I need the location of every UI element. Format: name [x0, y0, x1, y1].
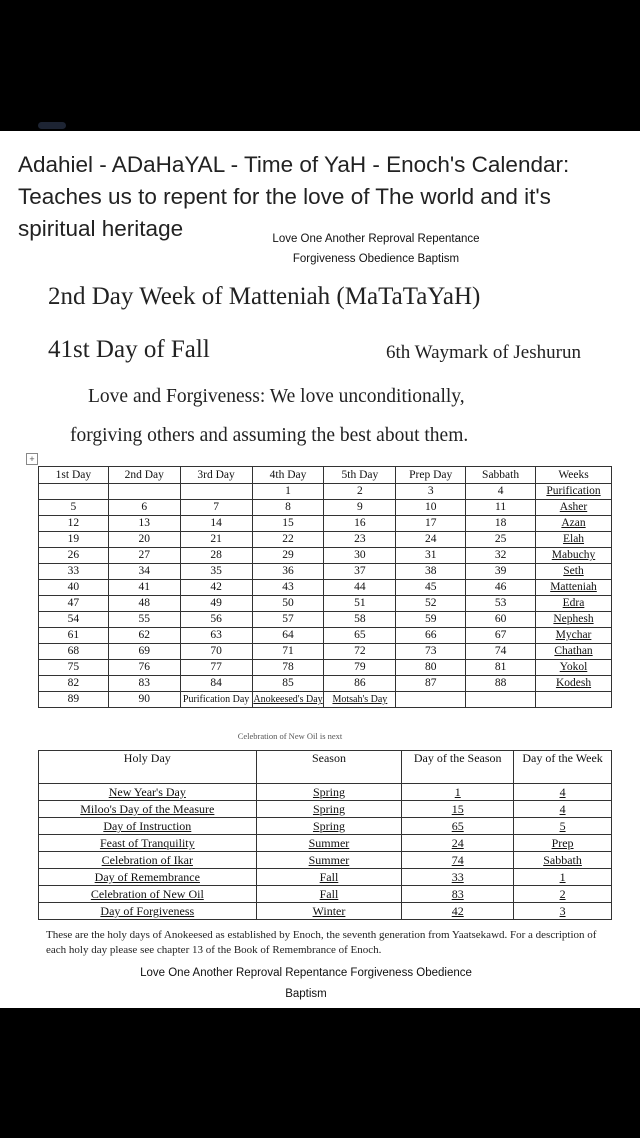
holy-day-row: [39, 801, 612, 818]
day-number-cell: 55: [108, 612, 180, 628]
day-number-cell: 62: [108, 628, 180, 644]
day-number-cell: 59: [396, 612, 466, 628]
day-number-cell: 63: [180, 628, 252, 644]
day-number-cell: 67: [466, 628, 536, 644]
day-number-cell: 51: [324, 596, 396, 612]
love-line-1: Love and Forgiveness: We love unconditionally,: [88, 386, 465, 407]
day-number-cell: 12: [39, 516, 109, 532]
holy-days-header-row: [39, 751, 612, 784]
day-number-cell: 73: [396, 644, 466, 660]
day-number-cell: 8: [252, 500, 324, 516]
holy-day-name: Miloo's Day of the Measure: [39, 801, 257, 818]
calendar-header-cell: 5th Day: [324, 467, 396, 484]
day-number-cell: [108, 484, 180, 500]
calendar-header-cell: Sabbath: [466, 467, 536, 484]
holy-day-row: [39, 818, 612, 835]
calendar-header-cell: 2nd Day: [108, 467, 180, 484]
day-number-cell: [396, 692, 466, 708]
week-name-cell: Seth: [536, 564, 612, 580]
motto-bottom-line1: Love One Another Reproval Repentance Forgiveness Obedience: [140, 967, 472, 979]
holy-day-row: [39, 869, 612, 886]
holy-day-name: New Year's Day: [39, 784, 257, 801]
holy-day-season-day: 65: [402, 818, 514, 835]
motto-top: [246, 229, 506, 269]
day-number-cell: 46: [466, 580, 536, 596]
holy-days-header-cell: Day of the Season: [402, 751, 514, 784]
day-number-cell: 84: [180, 676, 252, 692]
day-number-cell: 56: [180, 612, 252, 628]
day-number-cell: 58: [324, 612, 396, 628]
holy-day-name: Feast of Tranquility: [39, 835, 257, 852]
day-number-cell: 22: [252, 532, 324, 548]
motto-top-line1: Love One Another Reproval Repentance: [272, 233, 480, 245]
calendar-row: [39, 484, 612, 500]
day-number-cell: 76: [108, 660, 180, 676]
day-number-cell: 71: [252, 644, 324, 660]
calendar-row: [39, 580, 612, 596]
day-number-cell: 28: [180, 548, 252, 564]
day-number-cell: 88: [466, 676, 536, 692]
week-name-cell: Elah: [536, 532, 612, 548]
day-number-cell: 60: [466, 612, 536, 628]
day-number-cell: 85: [252, 676, 324, 692]
day-number-cell: 16: [324, 516, 396, 532]
holy-day-name: Celebration of New Oil: [39, 886, 257, 903]
day-number-cell: 43: [252, 580, 324, 596]
holy-day-season-day: 74: [402, 852, 514, 869]
day-number-cell: 37: [324, 564, 396, 580]
day-number-cell: 78: [252, 660, 324, 676]
top-black-bar: [0, 0, 640, 131]
day-number-cell: 14: [180, 516, 252, 532]
calendar-row: [39, 516, 612, 532]
document-page: [0, 131, 640, 1008]
day-number-cell: 21: [180, 532, 252, 548]
day-number-cell: 61: [39, 628, 109, 644]
day-number-cell: 36: [252, 564, 324, 580]
day-number-cell: 53: [466, 596, 536, 612]
day-number-cell: 48: [108, 596, 180, 612]
day-number-cell: 31: [396, 548, 466, 564]
day-number-cell: 49: [180, 596, 252, 612]
holy-day-week-day: 4: [514, 801, 612, 818]
calendar-row: [39, 564, 612, 580]
holy-day-season: Spring: [256, 818, 402, 835]
holy-day-season: Fall: [256, 869, 402, 886]
holy-day-row: [39, 903, 612, 920]
holy-day-week-day: 4: [514, 784, 612, 801]
week-name-cell: Mychar: [536, 628, 612, 644]
holy-day-name: Day of Forgiveness: [39, 903, 257, 920]
holy-day-week-day: 2: [514, 886, 612, 903]
week-name-cell: Azan: [536, 516, 612, 532]
day-number-cell: 80: [396, 660, 466, 676]
week-heading: 2nd Day Week of Matteniah (MaTaTaYaH): [48, 283, 481, 310]
day-number-cell: 9: [324, 500, 396, 516]
day-number-cell: 6: [108, 500, 180, 516]
calendar-header-cell: Weeks: [536, 467, 612, 484]
holy-day-season: Winter: [256, 903, 402, 920]
day-number-cell: 23: [324, 532, 396, 548]
holy-day-row: [39, 784, 612, 801]
holy-day-name: Celebration of Ikar: [39, 852, 257, 869]
special-day-cell: Anokeesed's Day: [252, 692, 324, 708]
day-number-cell: 3: [396, 484, 466, 500]
day-number-cell: 89: [39, 692, 109, 708]
day-number-cell: 69: [108, 644, 180, 660]
day-number-cell: 19: [39, 532, 109, 548]
day-number-cell: 25: [466, 532, 536, 548]
day-number-cell: 26: [39, 548, 109, 564]
motto-top-line2: Forgiveness Obedience Baptism: [292, 253, 460, 265]
holy-day-season: Spring: [256, 784, 402, 801]
day-number-cell: [466, 692, 536, 708]
calendar-row: [39, 644, 612, 660]
day-number-cell: 44: [324, 580, 396, 596]
holy-day-season-day: 83: [402, 886, 514, 903]
holy-day-week-day: Prep: [514, 835, 612, 852]
calendar-row: [39, 532, 612, 548]
week-name-cell: Kodesh: [536, 676, 612, 692]
holy-day-season: Summer: [256, 835, 402, 852]
holy-day-week-day: Sabbath: [514, 852, 612, 869]
day-number-cell: 17: [396, 516, 466, 532]
day-number-cell: 66: [396, 628, 466, 644]
day-number-cell: 75: [39, 660, 109, 676]
table-expand-icon[interactable]: +: [26, 453, 38, 465]
bottom-black-bar: [0, 1008, 640, 1138]
waymark-label: 6th Waymark of Jeshurun: [386, 342, 581, 363]
holy-day-week-day: 3: [514, 903, 612, 920]
holy-day-row: [39, 886, 612, 903]
day-number-cell: 54: [39, 612, 109, 628]
day-number-cell: 70: [180, 644, 252, 660]
day-number-cell: 47: [39, 596, 109, 612]
day-number-cell: 27: [108, 548, 180, 564]
love-line-2: forgiving others and assuming the best about them.: [70, 425, 469, 446]
holy-day-season: Spring: [256, 801, 402, 818]
day-number-cell: 90: [108, 692, 180, 708]
week-name-cell: Purification: [536, 484, 612, 500]
calendar-header-cell: 4th Day: [252, 467, 324, 484]
calendar-table: [38, 466, 612, 708]
day-number-cell: 57: [252, 612, 324, 628]
day-number-cell: 79: [324, 660, 396, 676]
calendar-row: [39, 596, 612, 612]
day-number-cell: 81: [466, 660, 536, 676]
day-number-cell: 34: [108, 564, 180, 580]
day-number-cell: 38: [396, 564, 466, 580]
day-number-cell: 15: [252, 516, 324, 532]
holy-day-season-day: 15: [402, 801, 514, 818]
holy-day-row: [39, 852, 612, 869]
week-name-cell: Yokol: [536, 660, 612, 676]
holy-day-season-day: 1: [402, 784, 514, 801]
calendar-header-cell: 3rd Day: [180, 467, 252, 484]
calendar-header-row: [39, 467, 612, 484]
calendar-caption: Celebration of New Oil is next: [237, 731, 343, 741]
day-number-cell: 4: [466, 484, 536, 500]
day-number-cell: 18: [466, 516, 536, 532]
holy-day-row: [39, 835, 612, 852]
holy-days-header-cell: Holy Day: [39, 751, 257, 784]
holy-day-season-day: 42: [402, 903, 514, 920]
day-number-cell: 65: [324, 628, 396, 644]
calendar-row: [39, 628, 612, 644]
day-number-cell: 77: [180, 660, 252, 676]
day-number-cell: 13: [108, 516, 180, 532]
calendar-row: [39, 676, 612, 692]
motto-bottom: [96, 963, 516, 1005]
day-number-cell: 24: [396, 532, 466, 548]
holy-day-name: Day of Instruction: [39, 818, 257, 835]
day-number-cell: 42: [180, 580, 252, 596]
special-day-cell: Purification Day: [180, 692, 252, 708]
day-number-cell: 74: [466, 644, 536, 660]
holy-days-table: [38, 750, 612, 920]
calendar-row: [39, 500, 612, 516]
holy-day-name: Day of Remembrance: [39, 869, 257, 886]
holy-day-season-day: 24: [402, 835, 514, 852]
holy-day-season-day: 33: [402, 869, 514, 886]
holy-day-week-day: 1: [514, 869, 612, 886]
day-number-cell: [536, 692, 612, 708]
calendar-row: [39, 660, 612, 676]
holy-days-note: These are the holy days of Anokeesed as established by Enoch, the seventh generation from Yaatsekawd. For a description of each holy day please see chapter 13 of the Book of Remembrance of Enoch.: [46, 929, 597, 956]
day-heading: 41st Day of Fall: [48, 336, 210, 363]
week-name-cell: Matteniah: [536, 580, 612, 596]
calendar-row: [39, 612, 612, 628]
day-number-cell: 7: [180, 500, 252, 516]
calendar-row: [39, 548, 612, 564]
day-number-cell: [39, 484, 109, 500]
day-number-cell: 64: [252, 628, 324, 644]
day-number-cell: 11: [466, 500, 536, 516]
calendar-row: [39, 692, 612, 708]
week-name-cell: Mabuchy: [536, 548, 612, 564]
day-number-cell: 32: [466, 548, 536, 564]
motto-bottom-line2: Baptism: [285, 988, 327, 1000]
day-number-cell: 40: [39, 580, 109, 596]
day-number-cell: 68: [39, 644, 109, 660]
week-name-cell: Nephesh: [536, 612, 612, 628]
day-number-cell: 83: [108, 676, 180, 692]
week-name-cell: Edra: [536, 596, 612, 612]
day-number-cell: 30: [324, 548, 396, 564]
status-indicator: [38, 122, 66, 129]
day-number-cell: 35: [180, 564, 252, 580]
post-title: Adahiel - ADaHaYAL - Time of YaH - Enoch's Calendar: Teaches us to repent for the love of The world and it's spiritual heritage: [18, 152, 570, 241]
day-number-cell: 72: [324, 644, 396, 660]
holy-days-header-cell: Day of the Week: [514, 751, 612, 784]
calendar-header-cell: Prep Day: [396, 467, 466, 484]
day-number-cell: 86: [324, 676, 396, 692]
holy-day-week-day: 5: [514, 818, 612, 835]
day-number-cell: 10: [396, 500, 466, 516]
day-number-cell: 20: [108, 532, 180, 548]
day-number-cell: 87: [396, 676, 466, 692]
day-number-cell: 29: [252, 548, 324, 564]
week-name-cell: Chathan: [536, 644, 612, 660]
calendar-header-cell: 1st Day: [39, 467, 109, 484]
day-number-cell: 82: [39, 676, 109, 692]
day-number-cell: [180, 484, 252, 500]
day-number-cell: 2: [324, 484, 396, 500]
holy-day-season: Fall: [256, 886, 402, 903]
day-number-cell: 33: [39, 564, 109, 580]
day-number-cell: 39: [466, 564, 536, 580]
week-name-cell: Asher: [536, 500, 612, 516]
day-number-cell: 52: [396, 596, 466, 612]
day-number-cell: 50: [252, 596, 324, 612]
holy-days-header-cell: Season: [256, 751, 402, 784]
holy-day-season: Summer: [256, 852, 402, 869]
day-number-cell: 5: [39, 500, 109, 516]
special-day-cell: Motsah's Day: [324, 692, 396, 708]
day-number-cell: 1: [252, 484, 324, 500]
day-number-cell: 45: [396, 580, 466, 596]
day-number-cell: 41: [108, 580, 180, 596]
